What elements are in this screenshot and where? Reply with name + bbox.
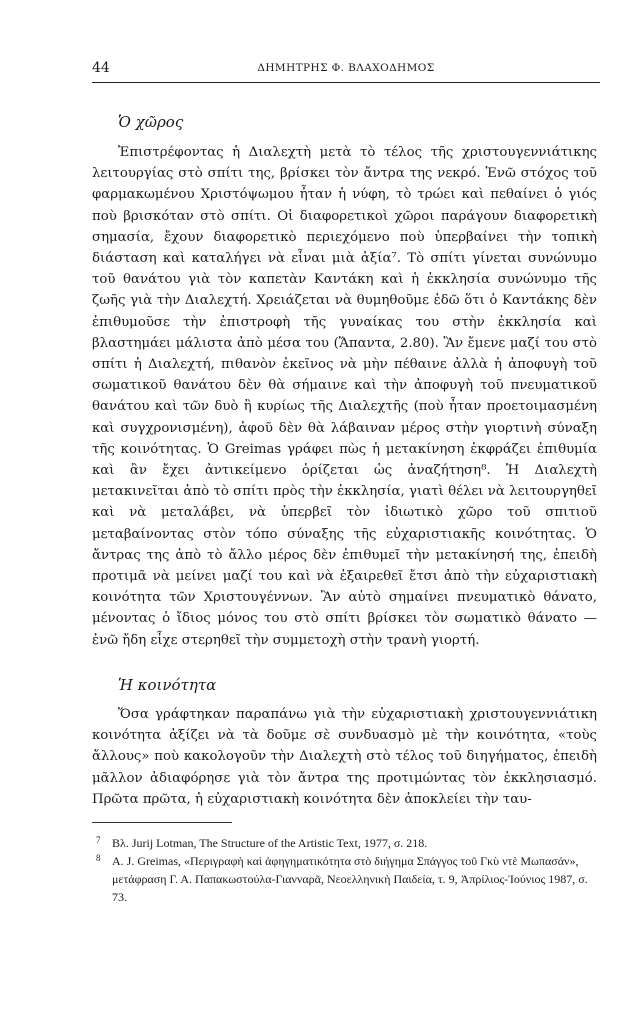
body-text-space (92, 142, 597, 651)
page-number: 44 (92, 60, 110, 76)
running-head: ΔΗΜΗΤΡΗΣ Φ. ΒΛΑΧΟΔΗΜΟΣ (257, 62, 435, 74)
footnote-7 (92, 834, 597, 852)
footnote-8 (92, 852, 597, 906)
section-heading-space: Ὁ χῶρος (118, 113, 184, 131)
body-text-community (92, 704, 597, 810)
paragraph: Ὅσα γράφτηκαν παραπάνω γιὰ τὴν εὐχαριστιακὴ χριστουγεννιάτικη κοινότητα ἀξίζει νὰ τὰ δοῦμε σὲ συνδυασμὸ μὲ τὴν κοινότητα, «τοὺς ἄλλους» ποὺ κακολογοῦν τὴν Διαλεχτὴ στὸ τέλος τοῦ διηγήματος, ἐπειδὴ μᾶλλον ἀδιαφόρησε γιὰ τὸν ἄντρα της προτιμώντας τὸν ἐκκλησιασμό. Πρῶτα πρῶτα, ἡ εὐχαριστιακὴ κοινότητα δὲν ἀποκλείει τὴν ταυ- (92, 707, 597, 807)
section-heading-community: Ἡ κοινότητα (118, 676, 217, 694)
footnote-rule (92, 822, 232, 823)
footnotes (92, 834, 597, 906)
footnote-number: 7 (96, 835, 101, 845)
paragraph: Ἐπιστρέφοντας ἡ Διαλεχτὴ μετὰ τὸ τέλος τῆς χριστουγεννιάτικης λειτουργίας στὸ σπίτι της, βρίσκει τὸν ἄντρα της νεκρό. Ἐνῶ στόχος τοῦ φαρμακωμένου Χριστόψωμου ἦταν ἡ νύφη, τὸ τρώει καὶ πεθαίνει ὁ γιός ποὺ βρισκόταν στὸ σπίτι. Οἱ διαφορετικοὶ χῶροι παράγουν διαφορετικὴ σημασία, ἔχουν διαφορετικὸ περιεχόμενο ποὺ ὑπερβαίνει τὴν τοπικὴ διάσταση καὶ καταλήγει νὰ εἶναι μιὰ ἀξία⁷. Τὸ σπίτι γίνεται συνώνυμο τοῦ θανάτου γιὰ τὸν καπετὰν Καντάκη καὶ ἡ ἐκκλησία συνώνυμο τῆς ζωῆς γιὰ τὴν Διαλεχτή. Χρειάζεται νὰ θυμηθοῦμε ἐδῶ ὅτι ὁ Καντάκης δὲν ἐπιθυμοῦσε τὴν ἐπιστροφὴ τῆς γυναίκας του στὴν ἐκκλησία καὶ βλαστημάει μάλιστα ἀπὸ μέσα του (Ἅπαντα, 2.80). Ἂν ἔμενε μαζί του στὸ σπίτι ἡ Διαλεχτή, πιθανὸν ἐκεῖνος νὰ μὴν πέθαινε ἀλλὰ ἡ ἀποφυγὴ τοῦ σωματικοῦ θανάτου δὲν θὰ σήμαινε καὶ τὴν ἀποφυγὴ τοῦ πνευματικοῦ θανάτου καὶ τῶν δυὸ ἢ κυρίως τῆς Διαλεχτῆς (ποὺ ἦταν προετοιμασμένη καὶ συγχρονισμένη), ἀφοῦ δὲν θὰ λάβαιναν μέρος στὴν γιορτινὴ σύναξη τῆς κοινότητας. Ὁ Greimas γράφει πὼς ἡ μετακίνηση ἐκφράζει ἐπιθυμία καὶ ἂν ἔχει ἀντικείμενο ὁρίζεται ὡς ἀναζήτηση⁸. Ἡ Διαλεχτὴ μετακινεῖται ἀπὸ τὸ σπίτι πρὸς τὴν ἐκκλησία, γιατὶ θέλει νὰ λειτουργηθεῖ καὶ νὰ μεταλάβει, νὰ ὑπερβεῖ τὸν ἰδιωτικὸ χῶρο τοῦ σπιτιοῦ μεταβαίνοντας στὸν τόπο σύναξης τῆς εὐχαριστιακῆς κοινότητας. Ὁ ἄντρας της ἀπὸ τὸ ἄλλο μέρος δὲν ἐπιθυμεῖ τὴν μετακίνησή της, ἐπειδὴ προτιμᾶ νὰ μείνει μαζί του καὶ νὰ ἐξαιρεθεῖ ἔτσι ἀπὸ τὴν εὐχαριστιακὴ κοινότητα τῶν Χριστουγέννων. Ἂν αὐτὸ σημαίνει πνευματικὸ θάνατο, μένοντας ὁ ἴδιος μόνος του στὸ σπίτι βρίσκει τὸν σωματικὸ θάνατο — ἐνῶ ἤδη εἶχε στερηθεῖ τὴν συμμετοχὴ στὴν τρανὴ γιορτή. (92, 145, 597, 648)
footnote-text: Βλ. Jurij Lotman, The Structure of the Artistic Text, 1977, σ. 218. (112, 836, 428, 850)
footnote-text: A. J. Greimas, «Περιγραφὴ καὶ ἀφηγηματικότητα στὸ διήγημα Σπάγγος τοῦ Γκὺ ντὲ Μωπασάν», μετάφραση Γ. Α. Παπακωστούλα-Γιανναρᾶ, Νεοελληνικὴ Παιδεία, τ. 9, Ἀπρίλιος-Ἰούνιος 1987, σ. 73. (112, 854, 588, 904)
footnote-number: 8 (96, 853, 101, 863)
page-header (92, 60, 600, 83)
